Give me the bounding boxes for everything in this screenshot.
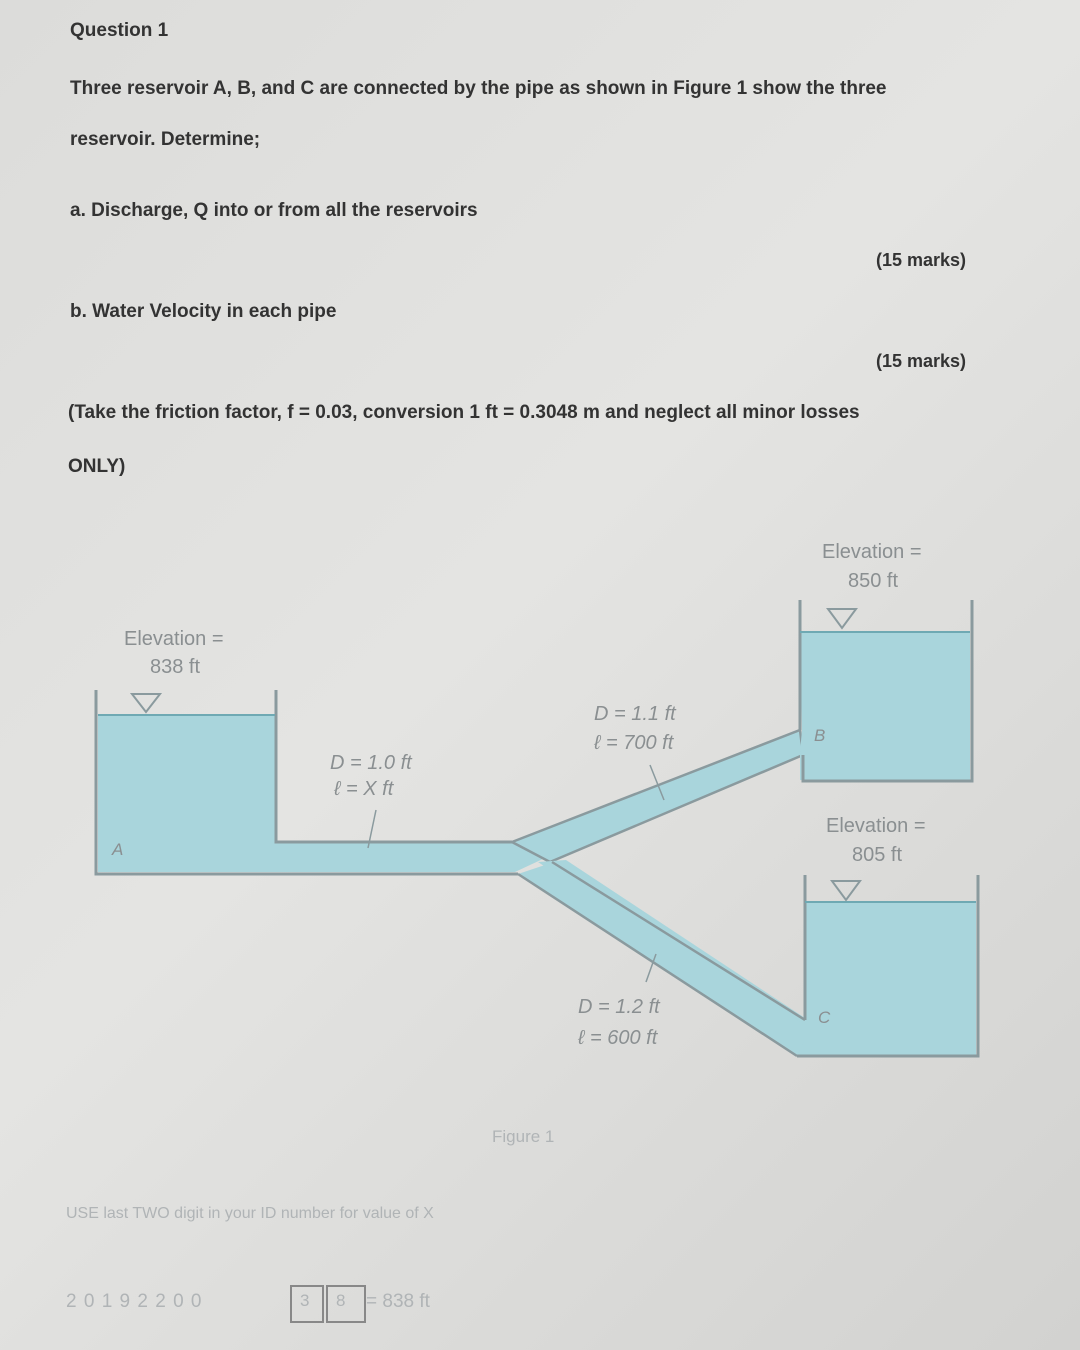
reservoir-b-letter: B [814, 726, 826, 745]
pipe-2-length: ℓ = 700 ft [594, 732, 674, 754]
question-title: Question 1 [70, 20, 169, 41]
figure-caption: Figure 1 [492, 1127, 555, 1146]
reservoir-a-elevation-label: Elevation = [124, 628, 224, 650]
reservoir-b-water [800, 632, 970, 780]
reservoir-c-elevation-value: 805 ft [852, 844, 903, 866]
reservoir-a-letter: A [112, 840, 124, 859]
id-digit-box-2 [326, 1285, 366, 1323]
question-intro-line1: Three reservoir A, B, and C are connected by the pipe as shown in Figure 1 show the three [70, 78, 887, 99]
note-line2: ONLY) [68, 456, 126, 477]
pipe-1-length: ℓ = X ft [334, 778, 394, 800]
reservoir-c-letter: C [818, 1008, 831, 1027]
id-result: = 838 ft [366, 1291, 430, 1312]
pipe-3-length: ℓ = 600 ft [578, 1027, 658, 1049]
part-b: b. Water Velocity in each pipe [70, 301, 337, 322]
part-b-marks: (15 marks) [876, 351, 967, 371]
part-a-marks: (15 marks) [876, 250, 967, 270]
pipe-3-diameter: D = 1.2 ft [578, 996, 660, 1018]
water-level-marker-b [828, 609, 856, 628]
id-digit-1: 3 [300, 1291, 310, 1310]
reservoir-a-water [98, 715, 545, 872]
pipe-1-diameter: D = 1.0 ft [330, 752, 412, 774]
id-number-prefix: 2 0 1 9 2 2 0 0 [66, 1291, 203, 1312]
reservoir-b-elevation-label: Elevation = [822, 541, 922, 563]
reservoir-c-elevation-label: Elevation = [826, 815, 926, 837]
instruction-text: USE last TWO digit in your ID number for value of X [66, 1205, 434, 1222]
id-digit-box-1 [290, 1285, 324, 1323]
question-intro-line2: reservoir. Determine; [70, 129, 261, 150]
reservoir-b-elevation-value: 850 ft [848, 570, 899, 592]
water-level-marker-a [132, 694, 160, 712]
id-digit-2: 8 [336, 1291, 346, 1310]
reservoir-c-water [797, 902, 976, 1055]
reservoir-a-elevation-value: 838 ft [150, 656, 201, 678]
note-line1: (Take the friction factor, f = 0.03, conversion 1 ft = 0.3048 m and neglect all minor losses [68, 402, 860, 423]
part-a: a. Discharge, Q into or from all the reservoirs [70, 200, 478, 221]
pipe-2-diameter: D = 1.1 ft [594, 703, 676, 725]
water-level-marker-c [832, 881, 860, 900]
